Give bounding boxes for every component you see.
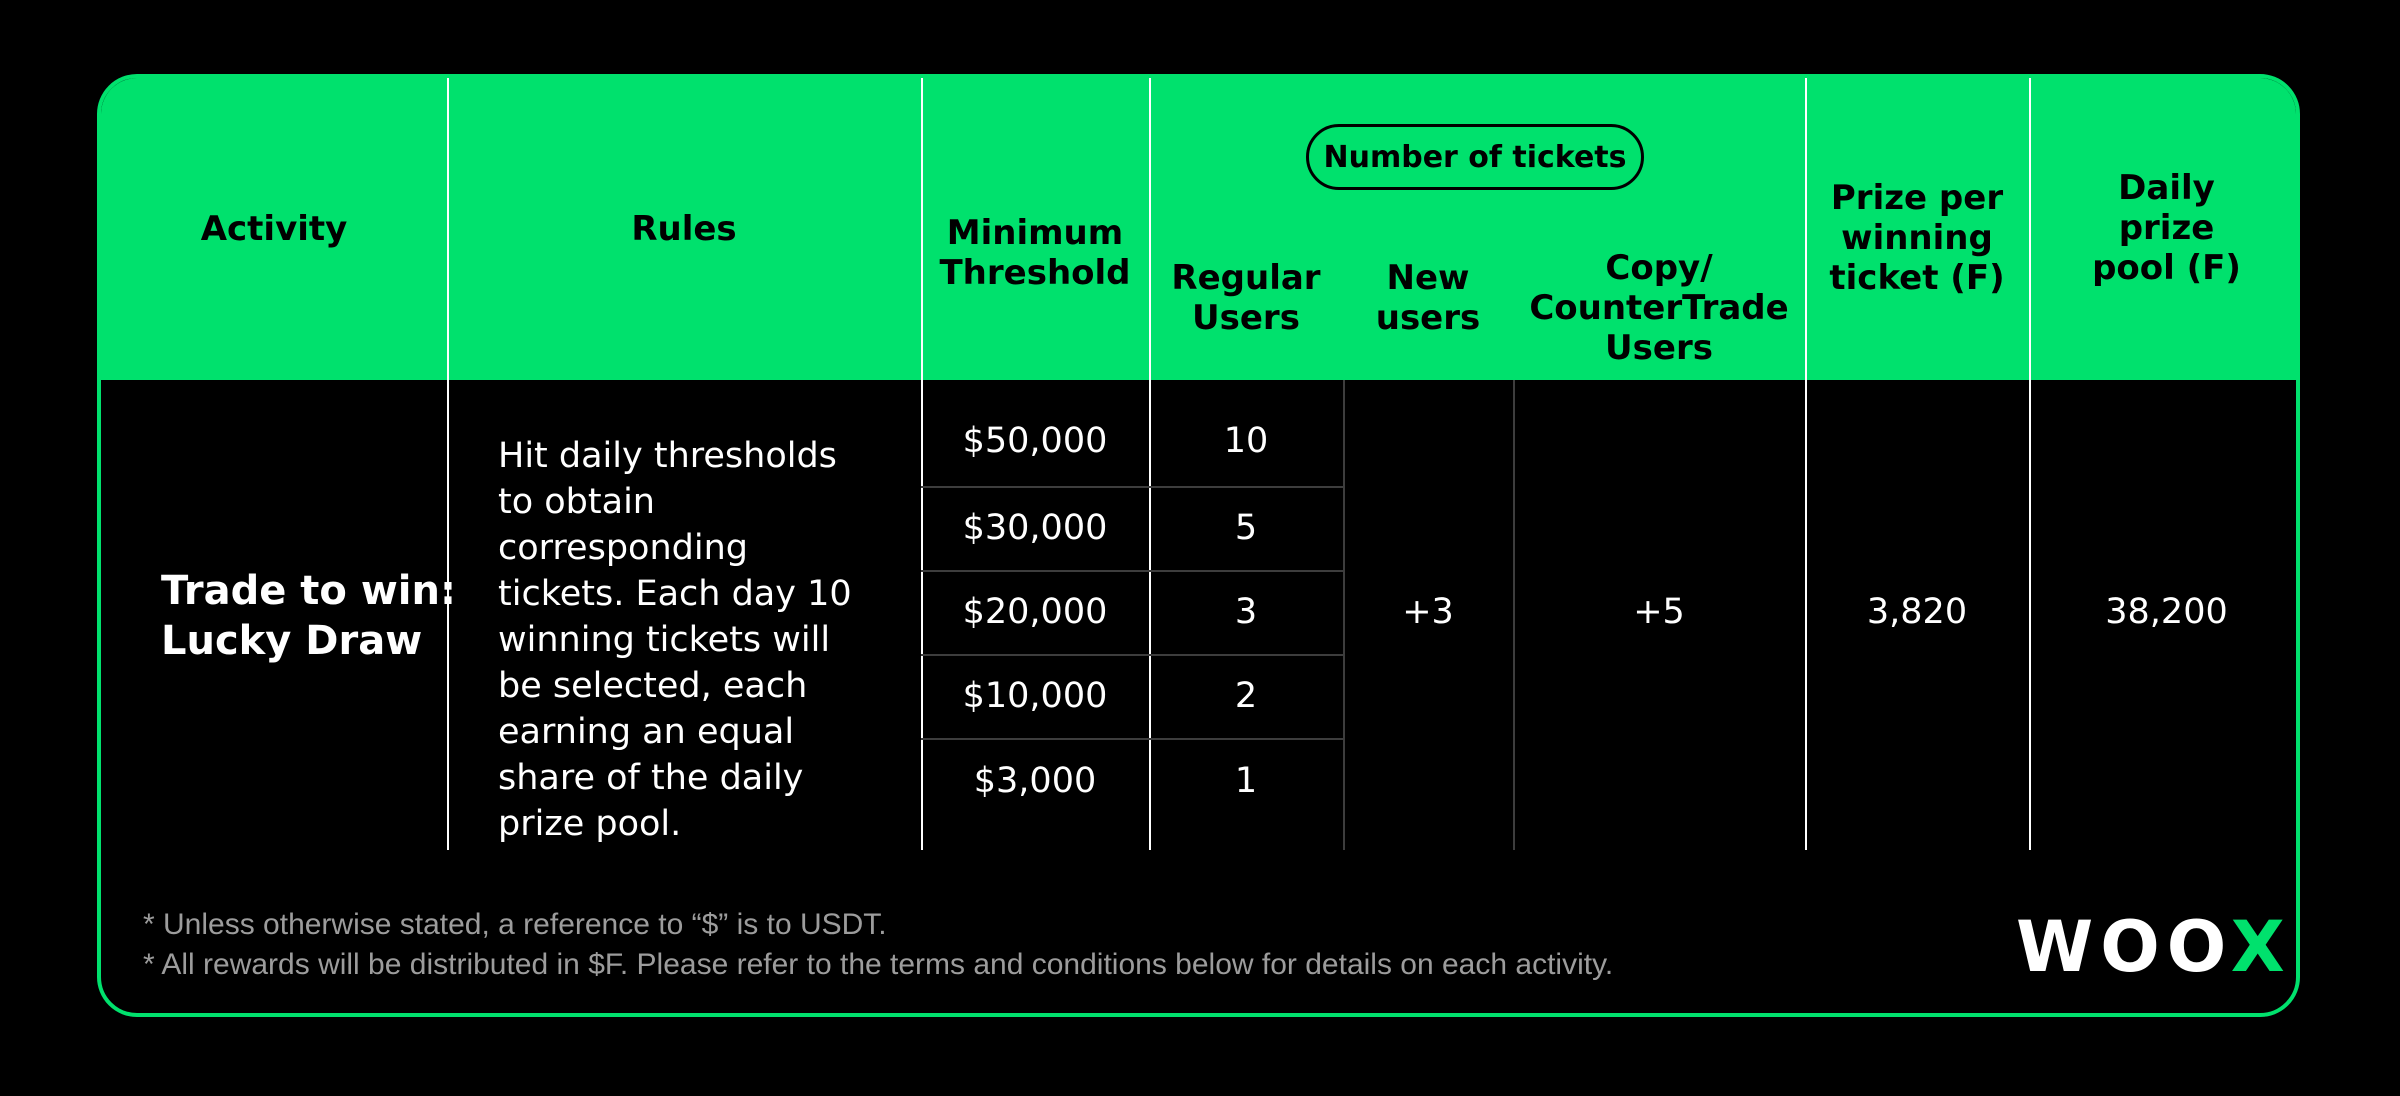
new-users-bonus: +3 <box>1402 592 1454 632</box>
threshold-cell: $10,000 <box>962 676 1108 716</box>
woox-logo <box>2016 906 2292 988</box>
footnote-currency: * Unless otherwise stated, a reference to “$” is to USDT. <box>143 908 887 941</box>
tickets-cell: 10 <box>1223 421 1269 461</box>
activity-name: Trade to win: Lucky Draw <box>161 568 456 664</box>
header-rules: Rules <box>631 209 737 249</box>
tickets-cell: 1 <box>1234 761 1258 801</box>
prize-per-ticket: 3,820 <box>1866 592 1968 632</box>
header-activity: Activity <box>200 209 348 249</box>
rewards-table-card <box>97 74 2300 1017</box>
header-daily-prize-pool: Daily prize pool (F) <box>2092 168 2241 288</box>
rules-text: Hit daily thresholds to obtain corresponding tickets. Each day 10 winning tickets will be selected, each earning an equal share of the daily prize pool. <box>498 436 852 844</box>
header-prize-per-ticket: Prize per winning ticket (F) <box>1829 178 2005 298</box>
header-regular-users: Regular Users <box>1171 258 1321 338</box>
header-copy-users: Copy/ CounterTrade Users <box>1529 248 1789 368</box>
tickets-cell: 5 <box>1234 508 1258 548</box>
header-new-users: New users <box>1375 258 1481 338</box>
logo-main: WOO <box>2016 906 2231 988</box>
tickets-cell: 2 <box>1234 676 1258 716</box>
divider <box>1805 78 1807 850</box>
threshold-cell: $30,000 <box>962 508 1108 548</box>
daily-prize-pool: 38,200 <box>2105 592 2228 632</box>
divider <box>447 78 449 850</box>
table-header <box>101 78 2296 380</box>
header-minimum-threshold: Minimum Threshold <box>939 213 1131 293</box>
copy-users-bonus: +5 <box>1633 592 1685 632</box>
tickets-cell: 3 <box>1234 592 1258 632</box>
threshold-cell: $20,000 <box>962 592 1108 632</box>
threshold-cell: $50,000 <box>962 421 1108 461</box>
logo-accent: X <box>2230 906 2292 988</box>
footnote-rewards: * All rewards will be distributed in $F. Please refer to the terms and conditions below for details on each activity. <box>143 948 1614 981</box>
divider <box>2029 78 2031 850</box>
header-number-of-tickets: Number of tickets <box>1306 124 1644 190</box>
threshold-cell: $3,000 <box>973 761 1097 801</box>
